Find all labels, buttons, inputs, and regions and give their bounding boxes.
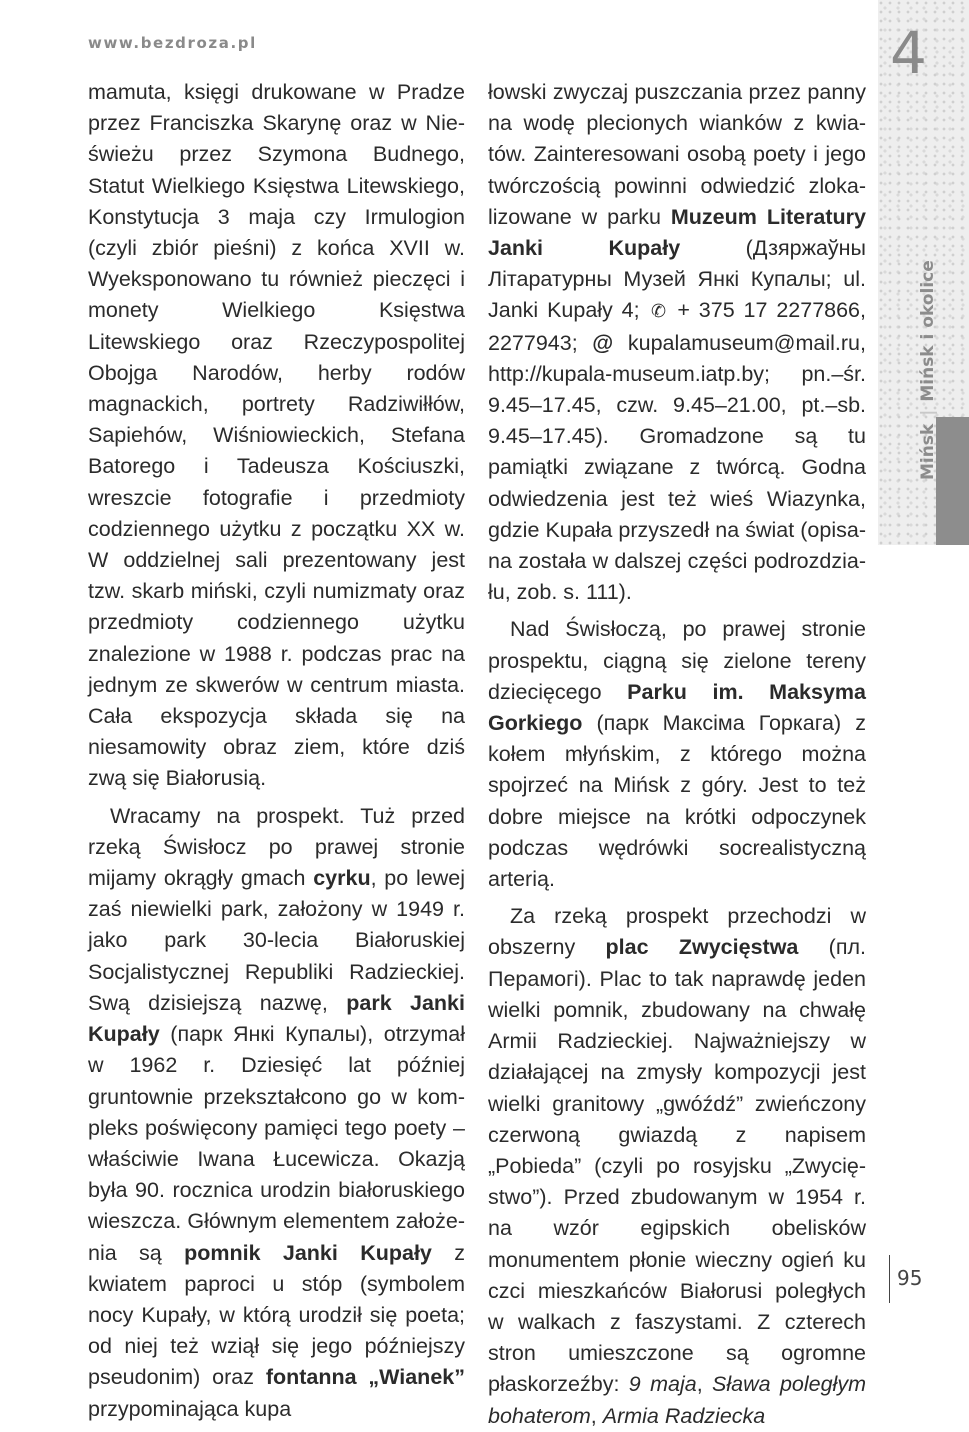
text-run: , — [696, 1372, 713, 1397]
text-run: , — [590, 1403, 603, 1428]
site-url[interactable]: www.bezdroza.pl — [88, 34, 257, 52]
bold-term: park Janki Kupały — [88, 990, 465, 1047]
chapter-thumb-tab — [936, 417, 969, 545]
section-separator: | — [918, 409, 938, 416]
bold-term: pomnik Janki Kupały — [184, 1240, 432, 1265]
left-column — [88, 77, 465, 1425]
paragraph — [488, 614, 866, 895]
at-icon: @ — [592, 330, 614, 355]
text-run: Wracamy na prospekt. Tuż przed rzeką Świsłocz po prawej stronie mijamy okrągły gmach — [88, 803, 465, 891]
text-run: przypominająca kupa — [88, 1396, 292, 1421]
text-run: (парк Максіма Горкага) z kołem młyńskim, z którego można spojrzeć na Mińsk z góry. Jest to też dobre miejsce na krótki odpoczynek podczas wędrówki socrealistyczną arterią. — [488, 711, 866, 892]
text-run: (парк Янкі Купалы), otrzymał w 1962 r. Dziesięć lat później gruntownie przekształcono go w kompleks poświęcony pamięci tego poety – właściwie Iwana Łucewicza. Okazją była 90. rocznica urodzin białoruskiego wieszcza. Głównym elementem założenia są — [88, 1022, 465, 1265]
bold-term: Parku im. Maksyma Gorkiego — [488, 679, 866, 736]
text-run: Nad Świsłoczą, po prawej stronie prospektu, ciągną się zielone tereny dziecięcego — [488, 617, 866, 704]
italic-term: Armia Radziecka — [602, 1403, 766, 1428]
bold-term: Muzeum Literatury Janki Kupały — [488, 204, 867, 261]
right-column — [488, 77, 866, 1432]
chapter-number: 4 — [890, 19, 927, 87]
italic-term: 9 maja — [628, 1372, 697, 1397]
text-run: , po lewej zaś niewielki park, założony w 1949 r. jako park 30-lecia Białoruskiej Socjalistycznej Republiki Radzieckiej. Swą dzisiejszą nazwę, — [88, 866, 465, 1015]
paragraph — [88, 801, 465, 1425]
section-main: Mińsk — [918, 423, 938, 480]
page-number-rule — [889, 1255, 890, 1303]
paragraph — [488, 77, 866, 608]
page-number: 95 — [897, 1266, 923, 1290]
section-label — [918, 260, 938, 480]
text-run: (Дзяржаўны Літаратурны Музей Янкі Купалы; ul. Janki Kupały 4; — [488, 236, 866, 323]
bold-term: cyrku — [313, 866, 371, 891]
paragraph — [488, 901, 866, 1431]
phone-icon: ✆ — [650, 301, 667, 322]
bold-term: fontanna „Wianek” — [265, 1365, 465, 1390]
text-run: + 375 17 2277866, 2277943; — [488, 298, 866, 355]
paragraph: mamuta, księgi drukowane w Pradze przez Franciszka Skarynę oraz w Nieświeżu przez Szymona Budnego, Statut Wielkiego Księstwa Litewskiego, Konstytucja 3 maja czy Irmulogion (czyli zbiór pieśni) z końca XVII w. Wyeksponowano tu również pieczęci i monety Wielkiego Księstwa Litewskiego oraz Rzeczypospolitej Obojga Narodów, herby rodów magnackich, portrety Radziwiłłów, Sapiehów, Wiśniowieckich, Stefana Batorego i Tadeusza Kościuszki, wreszcie fotografie i przedmioty codziennego użytku z początku XX w. W oddzielnej sali prezentowany jest tzw. skarb miński, czyli numizmaty oraz przedmioty codziennego użytku znalezione w 1988 r. podczas prac na jednym ze skwerów w centrum miasta. Cała ekspozycja składa się na niesamowity obraz ziem, które dziś zwą się Białorusią. — [88, 80, 465, 791]
section-sub: Mińsk i okolice — [918, 260, 938, 402]
text-run: (пл. Перамогі). Plac to tak naprawdę jeden wielki pomnik, zbudowany na chwałę Armii Radzieckiej. Najważniejszy w działającej na zmysły kompozycji jest wielki granitowy „gwóźdź” zwieńczony czerwoną gwiazdą z napisem „Pobieda” (czyli po rosyjsku „Zwycięstwo”). Przed zbudowanym w 1954 r. na wzór egipskich obelisków monumentem płonie wieczny ogień ku czci mieszkańców Białorusi poległych w walkach z faszystami. Z czterech stron umieszczone są ogromne płaskorzeźby: — [488, 935, 866, 1397]
italic-term: Sława poległym bohaterom — [488, 1372, 866, 1428]
text-run: kupalamuseum@mail.ru, http://kupala-museum.iatp.by; pn.–śr. 9.45–17.45, czw. 9.45–21.00, pt.–sb. 9.45–17.45). Gromadzone są tu pamiątki związane z twórcą. Godna odwiedzenia jest też wieś Wiazynka, gdzie Kupała przyszedł na świat (opisana została w dalszej części podrozdziału, zob. s. 111). — [488, 330, 866, 605]
text-run: z kwiatem paproci u stóp (symbolem nocy Kupały, w którą urodził się poeta; od niej też wziął się jego późniejszy pseudonim) oraz — [88, 1240, 465, 1390]
text-run: Za rzeką prospekt przechodzi w obszerny — [488, 904, 866, 960]
bold-term: plac Zwycięstwa — [605, 935, 799, 960]
text-run: łowski zwyczaj puszczania przez panny na wodę plecionych wianków z kwiatów. Zainteresowani osobą poety i jego twórczością powinni odwiedzić zlokalizowane w parku — [488, 80, 866, 229]
